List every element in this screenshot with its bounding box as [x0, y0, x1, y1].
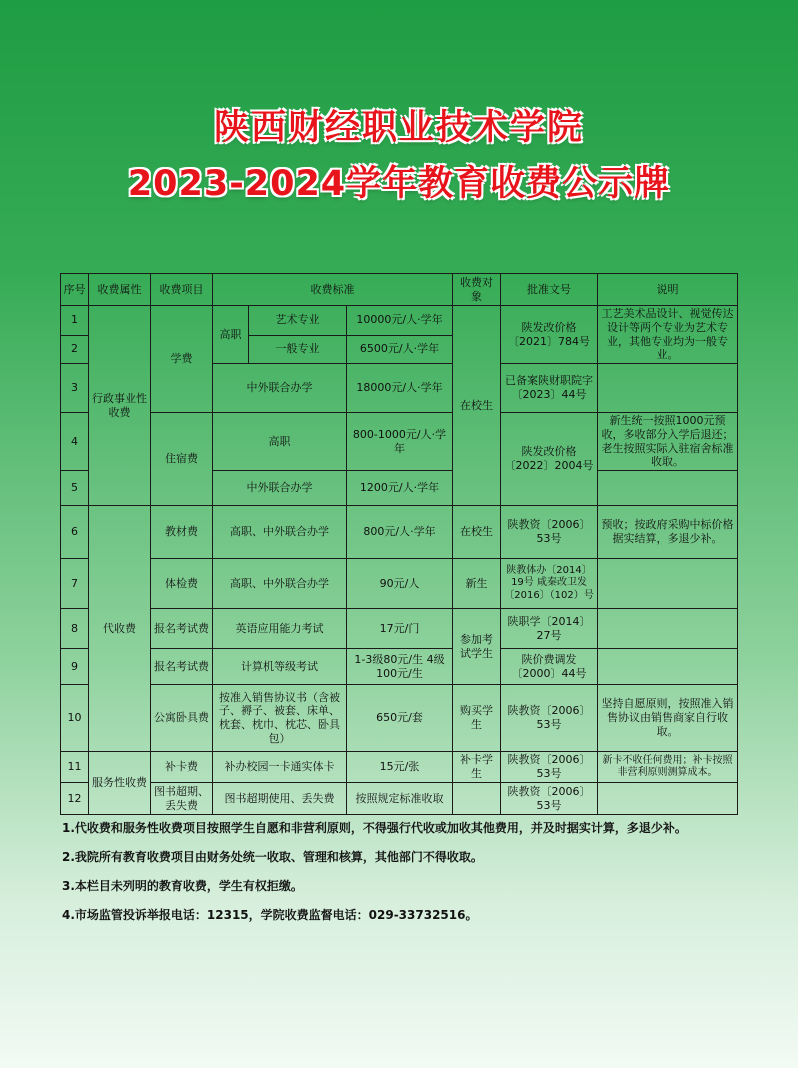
category-gaozhi: 高职	[213, 306, 249, 364]
item-tuition: 学费	[151, 306, 213, 413]
attr-collection: 代收费	[89, 506, 151, 752]
category-library: 图书超期使用、丢失费	[213, 783, 347, 815]
target-exam-takers: 参加考试学生	[453, 609, 501, 685]
approval-textbook: 陕教资〔2006〕53号	[501, 506, 598, 559]
table-row	[61, 685, 738, 752]
remark-empty	[598, 471, 738, 506]
category-joint: 中外联合办学	[213, 364, 347, 413]
category-general: 一般专业	[249, 335, 347, 363]
header-index: 序号	[61, 274, 89, 306]
category-computer-exam: 计算机等级考试	[213, 649, 347, 685]
target-empty	[453, 783, 501, 815]
category-art: 艺术专业	[249, 306, 347, 336]
attr-service: 服务性收费	[89, 752, 151, 815]
category-bedding: 按准入销售协议书（含被子、褥子、被套、床单、枕套、枕巾、枕芯、卧具包）	[213, 685, 347, 752]
table-row	[61, 306, 738, 336]
standard-general: 6500元/人·学年	[347, 335, 453, 363]
item-textbook: 教材费	[151, 506, 213, 559]
approval-bedding: 陕教资〔2006〕53号	[501, 685, 598, 752]
header-attr: 收费属性	[89, 274, 151, 306]
standard-physical: 90元/人	[347, 559, 453, 609]
fee-table	[60, 273, 738, 815]
header-target: 收费对象	[453, 274, 501, 306]
title-line-2: 2023-2024学年教育收费公示牌	[127, 164, 671, 204]
category-english-exam: 英语应用能力考试	[213, 609, 347, 649]
item-lodging: 住宿费	[151, 413, 213, 506]
note-4: 4.市场监管投诉举报电话：12315，学院收费监督电话：029-33732516。	[62, 908, 478, 922]
table-row	[61, 559, 738, 609]
row-number: 7	[61, 559, 89, 609]
category-textbook: 高职、中外联合办学	[213, 506, 347, 559]
table-row	[61, 413, 738, 471]
approval-english: 陕职学〔2014〕27号	[501, 609, 598, 649]
category-lodging-joint: 中外联合办学	[213, 471, 347, 506]
row-number: 4	[61, 413, 89, 471]
item-library: 图书超期、丢失费	[151, 783, 213, 815]
row-number: 8	[61, 609, 89, 649]
remark-empty	[598, 364, 738, 413]
header-standard: 收费标准	[213, 274, 453, 306]
standard-art: 10000元/人·学年	[347, 306, 453, 336]
approval-library: 陕教资〔2006〕53号	[501, 783, 598, 815]
target-buyers: 购买学生	[453, 685, 501, 752]
target-card-students: 补卡学生	[453, 752, 501, 783]
approval-card: 陕教资〔2006〕53号	[501, 752, 598, 783]
row-number: 2	[61, 335, 89, 363]
category-lodging-gaozhi: 高职	[213, 413, 347, 471]
standard-library: 按照规定标准收取	[347, 783, 453, 815]
table-row	[61, 649, 738, 685]
row-number: 11	[61, 752, 89, 783]
item-bedding: 公寓卧具费	[151, 685, 213, 752]
row-number: 12	[61, 783, 89, 815]
header-remark: 说明	[598, 274, 738, 306]
notes-section	[62, 820, 762, 936]
category-physical: 高职、中外联合办学	[213, 559, 347, 609]
standard-lodging-joint: 1200元/人·学年	[347, 471, 453, 506]
attr-administrative: 行政事业性收费	[89, 306, 151, 506]
remark-empty	[598, 783, 738, 815]
table-row	[61, 783, 738, 815]
standard-card: 15元/张	[347, 752, 453, 783]
target-enrolled: 在校生	[453, 506, 501, 559]
item-exam-fee: 报名考试费	[151, 649, 213, 685]
standard-computer: 1-3级80元/生 4级100元/生	[347, 649, 453, 685]
item-physical: 体检费	[151, 559, 213, 609]
standard-lodging-gaozhi: 800-1000元/人·学年	[347, 413, 453, 471]
target-enrolled: 在校生	[453, 306, 501, 506]
approval-tuition: 陕发改价格〔2021〕784号	[501, 306, 598, 364]
title-line-1: 陕西财经职业技术学院	[213, 108, 584, 148]
note-1: 1.代收费和服务性收费项目按照学生自愿和非营利原则，不得强行代收或加收其他费用，并及时据实计算，多退少补。	[62, 821, 687, 835]
row-number: 9	[61, 649, 89, 685]
note-2: 2.我院所有教育收费项目由财务处统一收取、管理和核算，其他部门不得收取。	[62, 850, 483, 864]
remark-bedding: 坚持自愿原则，按照准入销售协议由销售商家自行收取。	[598, 685, 738, 752]
target-freshman: 新生	[453, 559, 501, 609]
remark-textbook: 预收；按政府采购中标价格据实结算，多退少补。	[598, 506, 738, 559]
approval-lodging: 陕发改价格〔2022〕2004号	[501, 413, 598, 506]
header-approval: 批准文号	[501, 274, 598, 306]
item-card: 补卡费	[151, 752, 213, 783]
remark-empty	[598, 649, 738, 685]
remark-empty	[598, 559, 738, 609]
table-row	[61, 609, 738, 649]
remark-tuition: 工艺美术品设计、视觉传达设计等两个专业为艺术专业，其他专业均为一般专业。	[598, 306, 738, 364]
standard-bedding: 650元/套	[347, 685, 453, 752]
header-item: 收费项目	[151, 274, 213, 306]
standard-joint: 18000元/人·学年	[347, 364, 453, 413]
row-number: 5	[61, 471, 89, 506]
row-number: 10	[61, 685, 89, 752]
table-row	[61, 506, 738, 559]
row-number: 1	[61, 306, 89, 336]
row-number: 6	[61, 506, 89, 559]
approval-joint: 已备案陕财职院字〔2023〕44号	[501, 364, 598, 413]
standard-textbook: 800元/人·学年	[347, 506, 453, 559]
row-number: 3	[61, 364, 89, 413]
approval-computer: 陕价费调发〔2000〕44号	[501, 649, 598, 685]
table-header-row	[61, 274, 738, 306]
note-3: 3.本栏目未列明的教育收费，学生有权拒缴。	[62, 879, 303, 893]
remark-lodging: 新生统一按照1000元预收，多收部分入学后退还；老生按照实际入驻宿舍标准收取。	[598, 413, 738, 471]
approval-physical: 陕教体办〔2014〕19号 咸秦改卫发〔2016〕（102）号	[501, 559, 598, 609]
remark-empty	[598, 609, 738, 649]
remark-card: 新卡不收任何费用；补卡按照非营利原则测算成本。	[598, 752, 738, 783]
standard-english: 17元/门	[347, 609, 453, 649]
category-card: 补办校园一卡通实体卡	[213, 752, 347, 783]
item-exam-fee: 报名考试费	[151, 609, 213, 649]
table-row	[61, 752, 738, 783]
